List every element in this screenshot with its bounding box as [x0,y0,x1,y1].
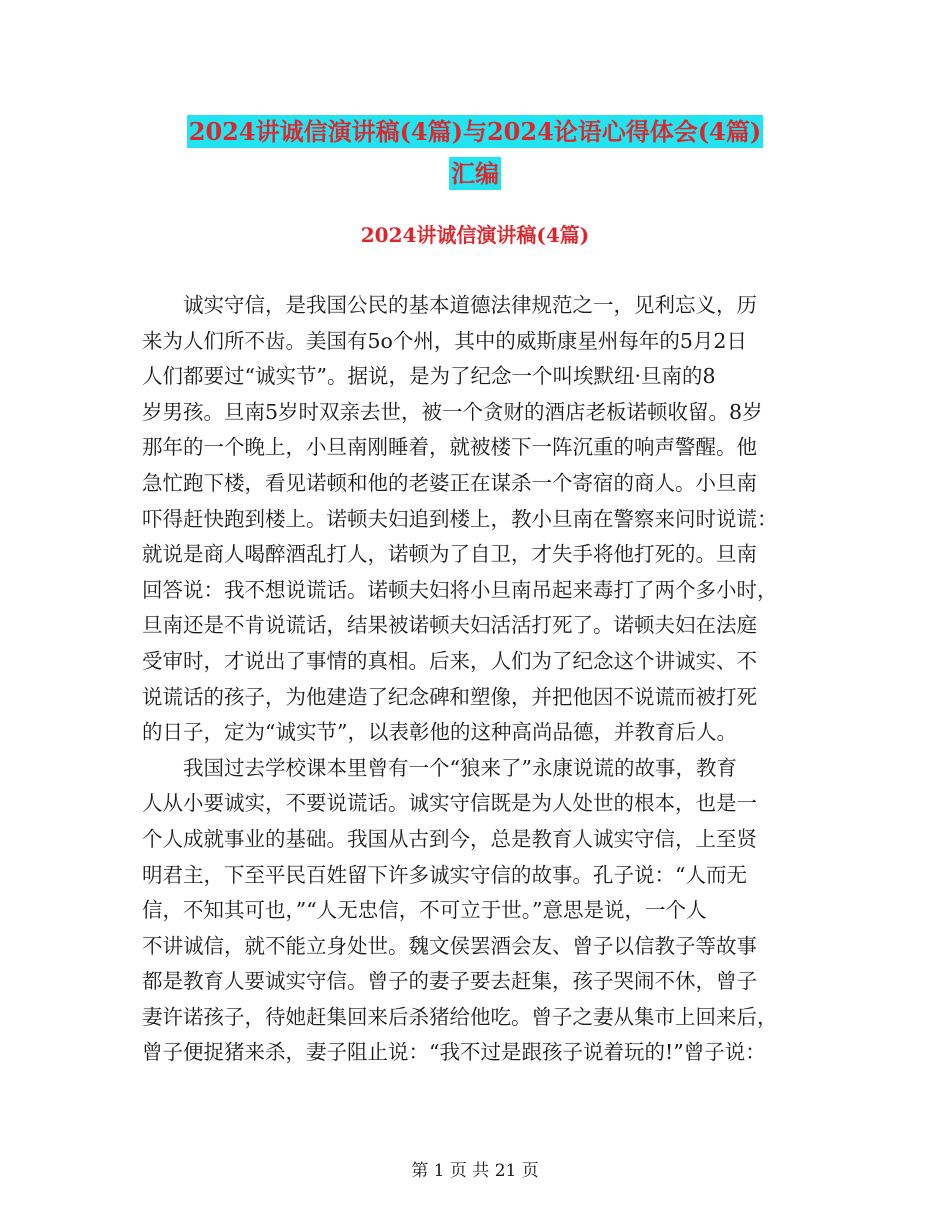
document-body [142,288,820,1071]
paragraph-1-line: 来为人们所不齿。美国有5o个州，其中的威斯康星州每年的5月2日 [142,328,747,353]
document-title-highlight: 汇编 [451,159,499,188]
paragraph-2-line: 我国过去学校课本里曾有一个“狼来了”永康说谎的故事，教育 [183,755,737,780]
paragraph-1-line: 那年的一个晚上，小旦南刚睡着，就被楼下一阵沉重的响声警醒。他 [142,435,757,460]
paragraph-1-line: 岁男孩。旦南5岁时双亲去世，被一个贪财的酒店老板诺顿收留。8岁 [142,399,763,424]
paragraph-1-line: 回答说：我不想说谎话。诺顿夫妇将小旦南吊起来毒打了两个多小时， [142,577,778,602]
document-title-line-2 [0,150,950,198]
document-title-line-1 [0,108,950,156]
paragraph-2-line: 曾子便捉猪来杀，妻子阻止说：“我不过是跟孩子说着玩的!”曾子说： [142,1040,766,1065]
paragraph-1-line: 的日子，定为“诚实节”，以表彰他的这种高尚品德，并教育后人。 [142,720,737,745]
paragraph-1-line: 急忙跑下楼，看见诺顿和他的老婆正在谋杀一个寄宿的商人。小旦南 [142,470,757,495]
paragraph-2-line: 信，不知其可也，”“人无忠信，不可立于世。”意思是说，一个人 [142,898,707,923]
paragraph-1-line: 吓得赶快跑到楼上。诺顿夫妇追到楼上，教小旦南在警察来问时说谎： [142,506,778,531]
paragraph-1-line: 人们都要过“诚实节”。据说，是为了纪念一个叫埃默纽·旦南的8 [142,364,716,389]
paragraph-2-line: 妻许诺孩子，待她赶集回来后杀猪给他吃。曾子之妻从集市上回来后， [142,1004,778,1029]
document-title-highlight: 2024讲诚信演讲稿(4篇)与2024论语心得体会(4篇) [188,117,762,146]
paragraph-2-line: 明君主，下至平民百姓留下许多诚实守信的故事。孔子说：“人而无 [142,862,747,887]
paragraph-2-line: 人从小要诚实，不要说谎话。诚实守信既是为人处世的根本，也是一 [142,791,757,816]
paragraph-1-line: 受审时，才说出了事情的真相。后来，人们为了纪念这个讲诚实、不 [142,648,757,673]
section-heading: 2024讲诚信演讲稿(4篇) [360,223,590,247]
paragraph-2-line: 都是教育人要诚实守信。曾子的妻子要去赶集，孩子哭闹不休，曾子 [142,969,757,994]
paragraph-2-line: 不讲诚信，就不能立身处世。魏文侯罢酒会友、曾子以信教子等故事 [142,933,757,958]
paragraph-1-line: 旦南还是不肯说谎话，结果被诺顿夫妇活活打死了。诺顿夫妇在法庭 [142,613,757,638]
paragraph-1-line: 说谎话的孩子，为他建造了纪念碑和塑像，并把他因不说谎而被打死 [142,684,757,709]
paragraph-1-line: 就说是商人喝醉酒乱打人，诺顿为了自卫，才失手将他打死的。旦南 [142,542,757,567]
paragraph-2-line: 个人成就事业的基础。我国从古到今，总是教育人诚实守信，上至贤 [142,826,757,851]
page-footer: 第 1 页 共 21 页 [411,1161,539,1181]
paragraph-1-line: 诚实守信，是我国公民的基本道德法律规范之一，见利忘义，历 [183,293,757,317]
